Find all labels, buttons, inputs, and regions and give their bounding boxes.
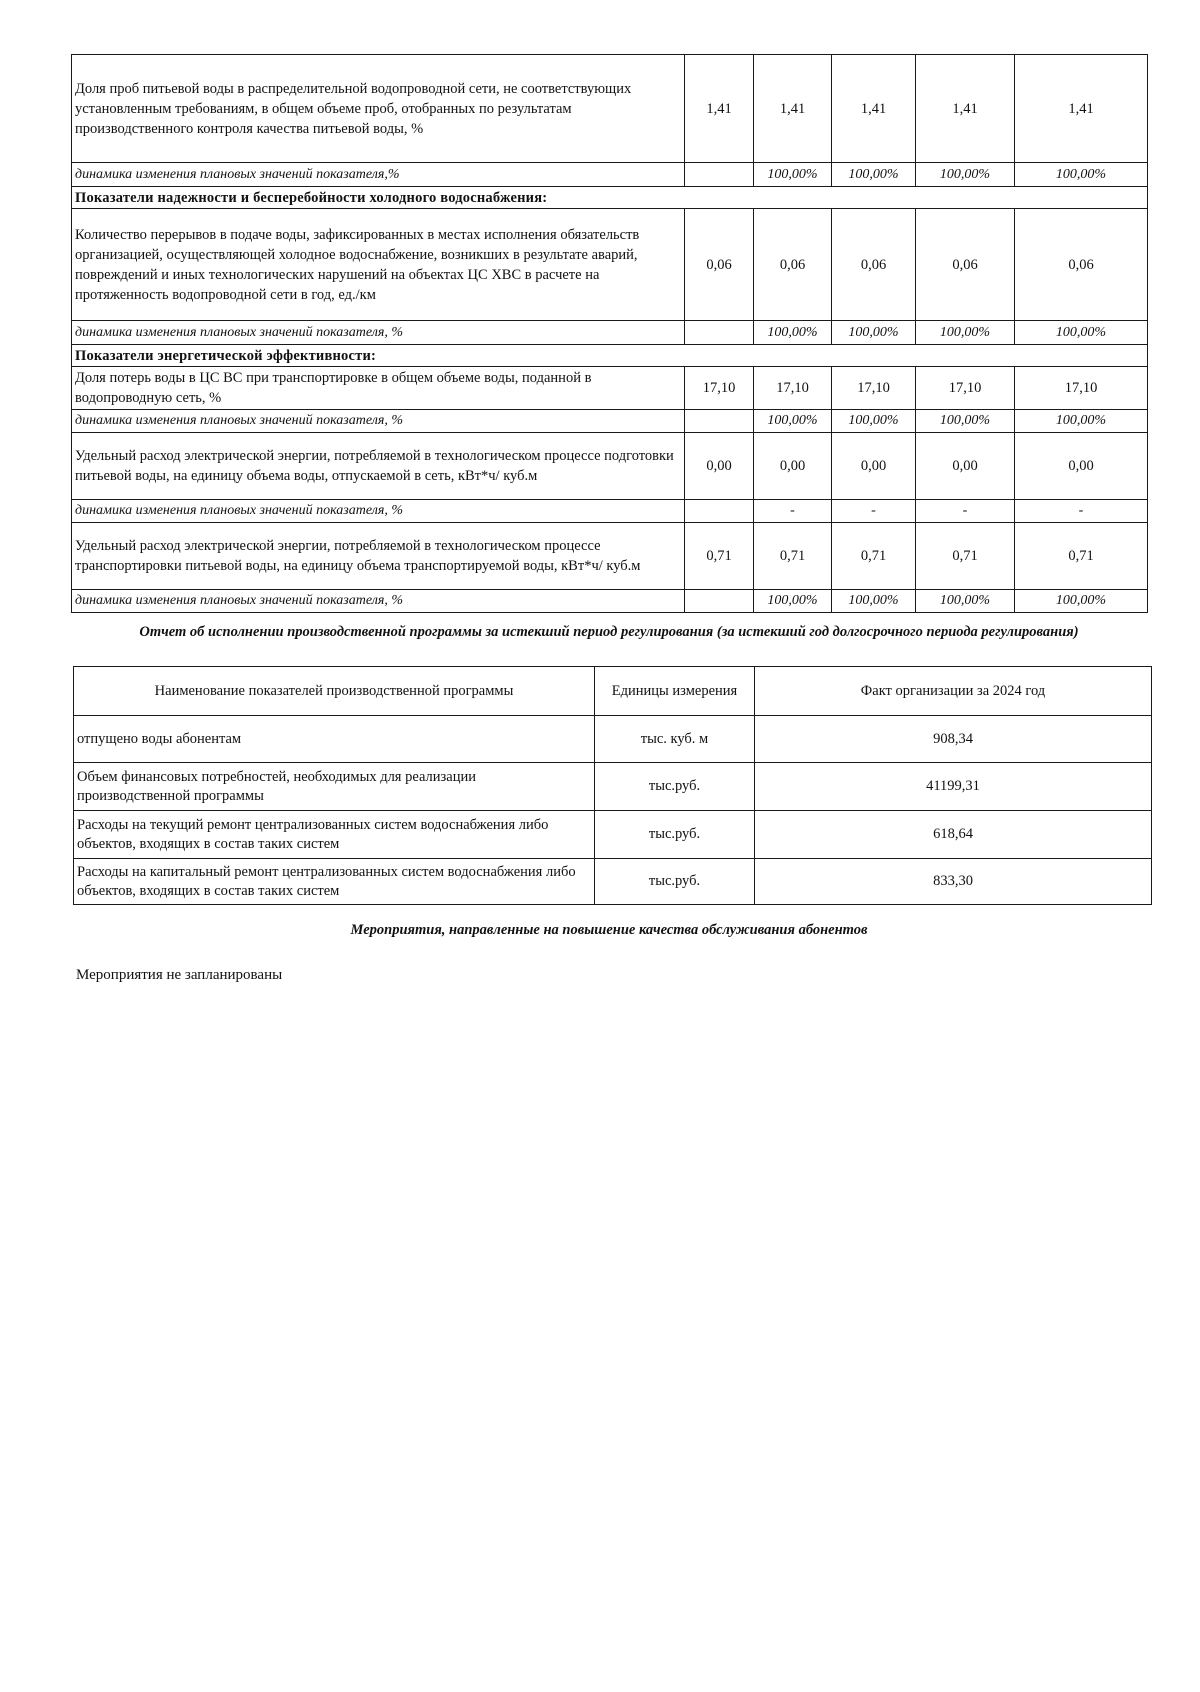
dynamics-value: 100,00%	[1015, 590, 1148, 613]
program-indicator-unit: тыс.руб.	[595, 859, 755, 905]
indicator-label: Доля проб питьевой воды в распределительной водопроводной сети, не соответствующих установленным требованиям, в общем объеме проб, отобранных по результатам производственного контроля качества питьевой воды, %	[72, 55, 685, 163]
column-header: Единицы измерения	[595, 667, 755, 716]
section-row	[72, 187, 1148, 209]
dynamics-label: динамика изменения плановых значений показателя,%	[72, 163, 685, 187]
indicator-value: 0,00	[832, 433, 916, 500]
indicator-value: 17,10	[832, 367, 916, 410]
table-row	[74, 716, 1152, 763]
indicator-value: 1,41	[754, 55, 832, 163]
indicator-value: 0,06	[916, 209, 1015, 321]
indicator-label: Количество перерывов в подаче воды, зафиксированных в местах исполнения обязательств организацией, осуществляющей холодное водоснабжение, возникших в результате аварий, повреждений и иных технологических нарушений на объектах ЦС ХВС в расчете на протяженность водопроводной сети в год, ед./км	[72, 209, 685, 321]
indicator-label: Удельный расход электрической энергии, потребляемой в технологическом процессе подготовки питьевой воды, на единицу объема воды, отпускаемой в сеть, кВт*ч/ куб.м	[72, 433, 685, 500]
dynamics-value: 100,00%	[916, 410, 1015, 433]
column-header: Наименование показателей производственной программы	[74, 667, 595, 716]
indicators-table	[71, 54, 1148, 613]
indicator-value: 1,41	[916, 55, 1015, 163]
indicator-value: 0,71	[832, 523, 916, 590]
program-indicator-value: 618,64	[755, 811, 1152, 859]
dynamics-value: 100,00%	[916, 163, 1015, 187]
indicator-value: 0,00	[916, 433, 1015, 500]
indicator-value: 0,00	[1015, 433, 1148, 500]
column-header: Факт организации за 2024 год	[755, 667, 1152, 716]
program-indicator-name: Расходы на текущий ремонт централизованных систем водоснабжения либо объектов, входящих в состав таких систем	[74, 811, 595, 859]
program-indicator-name: отпущено воды абонентам	[74, 716, 595, 763]
dynamics-value: 100,00%	[916, 321, 1015, 345]
indicator-value: 1,41	[685, 55, 754, 163]
indicator-label: Доля потерь воды в ЦС ВС при транспортировке в общем объеме воды, поданной в водопроводную сеть, %	[72, 367, 685, 410]
dynamics-value: 100,00%	[832, 321, 916, 345]
indicator-value: 0,71	[754, 523, 832, 590]
indicator-value: 0,71	[916, 523, 1015, 590]
program-indicator-value: 908,34	[755, 716, 1152, 763]
dynamics-value	[685, 590, 754, 613]
dynamics-value: -	[916, 500, 1015, 523]
indicator-value: 0,71	[685, 523, 754, 590]
indicator-label: Удельный расход электрической энергии, потребляемой в технологическом процессе транспортировки питьевой воды, на единицу объема транспортируемой воды, кВт*ч/ куб.м	[72, 523, 685, 590]
program-indicator-unit: тыс.руб.	[595, 763, 755, 811]
indicator-value: 0,00	[685, 433, 754, 500]
table-row	[72, 590, 1148, 613]
table-row	[72, 55, 1148, 163]
dynamics-label: динамика изменения плановых значений показателя, %	[72, 410, 685, 433]
indicator-value: 0,06	[1015, 209, 1148, 321]
dynamics-value: 100,00%	[1015, 163, 1148, 187]
dynamics-value: 100,00%	[754, 590, 832, 613]
program-indicator-unit: тыс.руб.	[595, 811, 755, 859]
indicator-value: 1,41	[832, 55, 916, 163]
header-row	[74, 667, 1152, 716]
report-table	[73, 666, 1152, 905]
dynamics-value: -	[754, 500, 832, 523]
section-row	[72, 345, 1148, 367]
dynamics-value: 100,00%	[1015, 410, 1148, 433]
dynamics-label: динамика изменения плановых значений показателя, %	[72, 590, 685, 613]
dynamics-value	[685, 500, 754, 523]
table-row	[72, 523, 1148, 590]
dynamics-value: -	[832, 500, 916, 523]
dynamics-value	[685, 321, 754, 345]
table-row	[74, 763, 1152, 811]
indicator-value: 0,06	[832, 209, 916, 321]
program-indicator-name: Объем финансовых потребностей, необходимых для реализации производственной программы	[74, 763, 595, 811]
events-title: Мероприятия, направленные на повышение качества обслуживания абонентов	[350, 922, 868, 938]
indicator-value: 1,41	[1015, 55, 1148, 163]
dynamics-value: 100,00%	[754, 163, 832, 187]
events-text: Мероприятия не запланированы	[76, 967, 283, 983]
program-indicator-value: 41199,31	[755, 763, 1152, 811]
dynamics-label: динамика изменения плановых значений показателя, %	[72, 321, 685, 345]
program-indicator-unit: тыс. куб. м	[595, 716, 755, 763]
dynamics-value: -	[1015, 500, 1148, 523]
table-row	[72, 500, 1148, 523]
dynamics-label: динамика изменения плановых значений показателя, %	[72, 500, 685, 523]
table-row	[72, 367, 1148, 410]
dynamics-value: 100,00%	[916, 590, 1015, 613]
report-title: Отчет об исполнении производственной программы за истекший период регулирования (за истекший год долгосрочного периода регулирования)	[139, 624, 1079, 640]
table-row	[72, 209, 1148, 321]
table-row	[72, 321, 1148, 345]
table-row	[74, 811, 1152, 859]
dynamics-value: 100,00%	[832, 410, 916, 433]
indicator-value: 17,10	[685, 367, 754, 410]
indicator-value: 17,10	[916, 367, 1015, 410]
program-indicator-name: Расходы на капитальный ремонт централизованных систем водоснабжения либо объектов, входящих в состав таких систем	[74, 859, 595, 905]
section-title: Показатели энергетической эффективности:	[72, 345, 1148, 367]
dynamics-value	[685, 163, 754, 187]
indicator-value: 0,06	[685, 209, 754, 321]
dynamics-value	[685, 410, 754, 433]
dynamics-value: 100,00%	[1015, 321, 1148, 345]
table-row	[72, 163, 1148, 187]
indicator-value: 17,10	[1015, 367, 1148, 410]
dynamics-value: 100,00%	[832, 590, 916, 613]
table-row	[72, 433, 1148, 500]
table-row	[72, 410, 1148, 433]
indicator-value: 17,10	[754, 367, 832, 410]
dynamics-value: 100,00%	[832, 163, 916, 187]
indicator-value: 0,06	[754, 209, 832, 321]
program-indicator-value: 833,30	[755, 859, 1152, 905]
dynamics-value: 100,00%	[754, 321, 832, 345]
table-row	[74, 859, 1152, 905]
section-title: Показатели надежности и бесперебойности холодного водоснабжения:	[72, 187, 1148, 209]
dynamics-value: 100,00%	[754, 410, 832, 433]
indicator-value: 0,71	[1015, 523, 1148, 590]
indicator-value: 0,00	[754, 433, 832, 500]
